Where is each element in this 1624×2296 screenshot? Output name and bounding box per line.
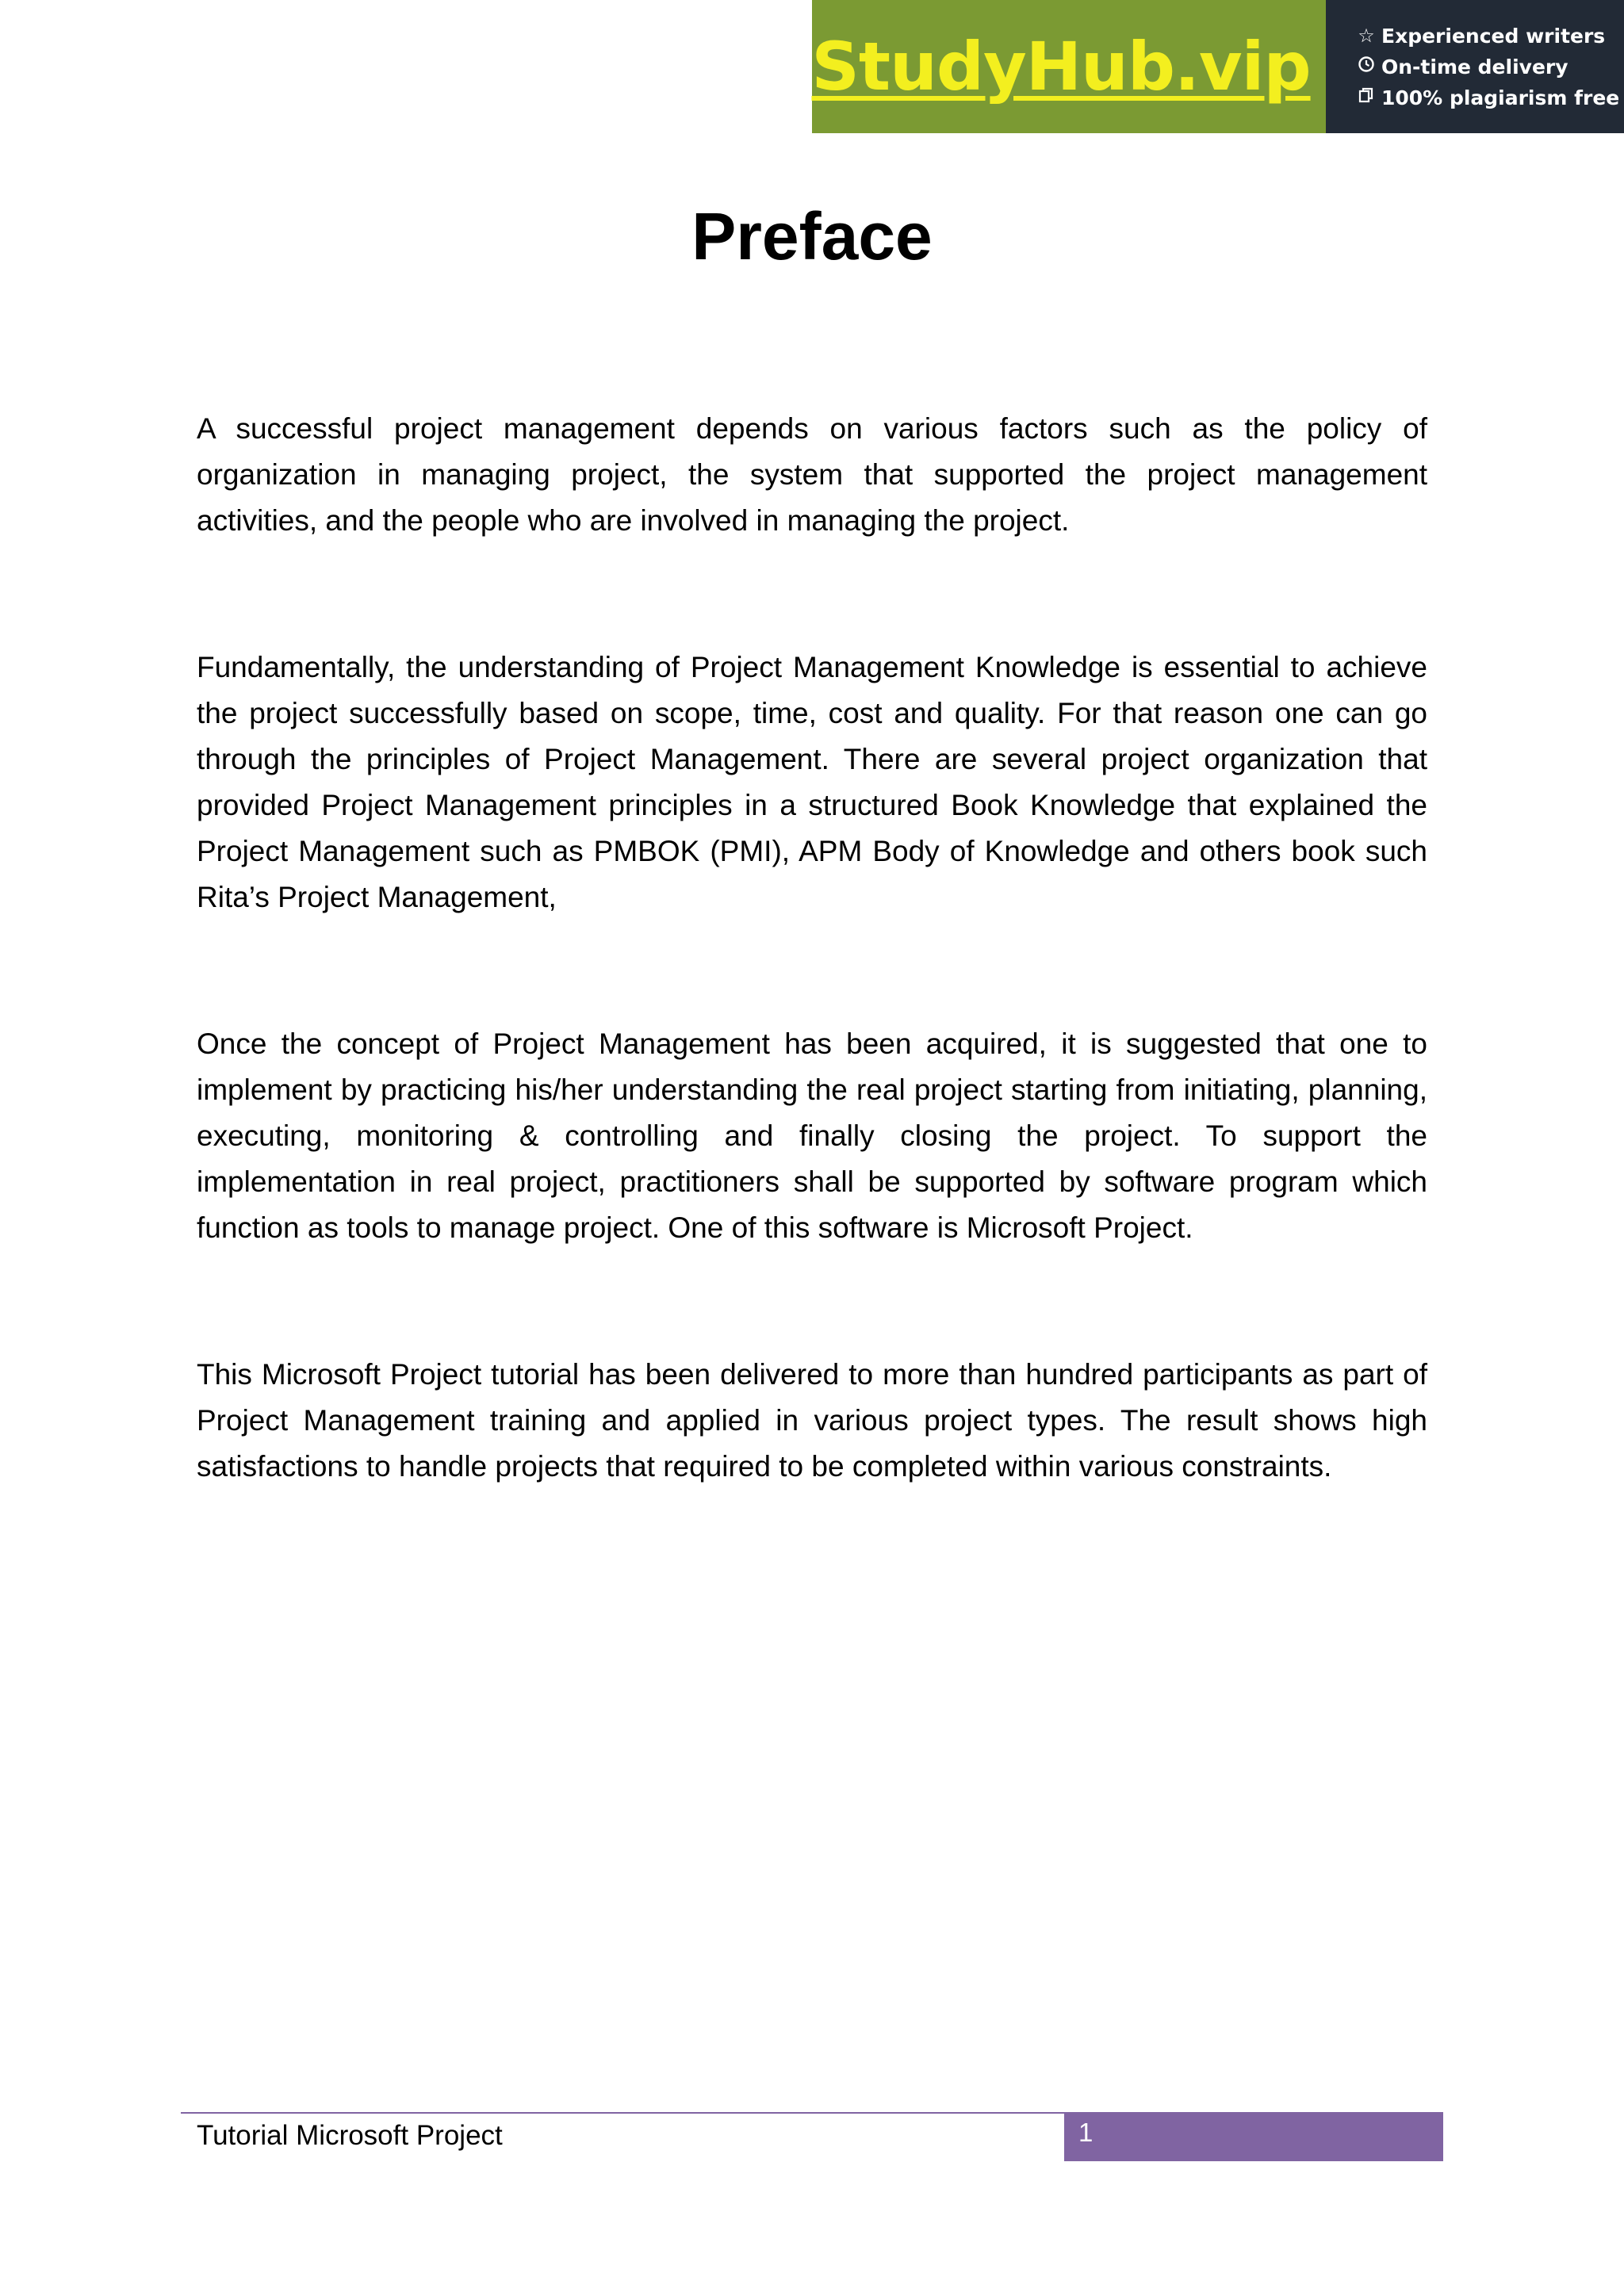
paragraph-4: This Microsoft Project tutorial has been delivered to more than hundred participants as part of Project Management training and applied in various project types. The result shows high satisfactions to handle projects that required to be completed within various constraints. (197, 1358, 1427, 1483)
feature-label: On-time delivery (1381, 55, 1568, 78)
document-body (197, 406, 1427, 1490)
feature-label: 100% plagiarism free (1381, 86, 1620, 109)
footer-title: Tutorial Microsoft Project (197, 2120, 503, 2151)
star-icon: ☆ (1358, 25, 1375, 47)
feature-label: Experienced writers (1381, 24, 1606, 48)
paragraph-2: Fundamentally, the understanding of Project Management Knowledge is essential to achieve the project successfully based on scope, time, cost and quality. For that reason one can go through the principles of Project Management. There are several project organization that provided Project Management principles in a structured Book Knowledge that explained the Project Management such as PMBOK (PMI), APM Body of Knowledge and others book such Rita’s Project Management, (197, 651, 1427, 913)
studyhub-banner[interactable] (812, 0, 1624, 133)
page-title: Preface (691, 199, 933, 274)
studyhub-logo[interactable] (812, 0, 1326, 133)
clock-icon (1356, 55, 1377, 78)
paragraph-1: A successful project management depends on various factors such as the policy of organization in managing project, the system that supported the project management activities, and the people who are involved in managing the project. (197, 412, 1427, 537)
page-footer (181, 2112, 1443, 2161)
studyhub-logo-text: StudyHub.vip (811, 28, 1311, 105)
feature-on-time-delivery (1356, 55, 1624, 78)
copy-icon (1356, 86, 1377, 109)
banner-features (1326, 0, 1624, 133)
page-number: 1 (1078, 2118, 1094, 2147)
page-number-box (1064, 2112, 1443, 2161)
feature-experienced-writers (1356, 25, 1624, 48)
paragraph-3: Once the concept of Project Management has been acquired, it is suggested that one to implement by practicing his/her understanding the real project starting from initiating, planning, executing, monitoring & controlling and finally closing the project. To support the implementation in real project, practitioners shall be supported by software program which function as tools to manage project. One of this software is Microsoft Project. (197, 1027, 1427, 1244)
feature-plagiarism-free (1356, 86, 1624, 109)
